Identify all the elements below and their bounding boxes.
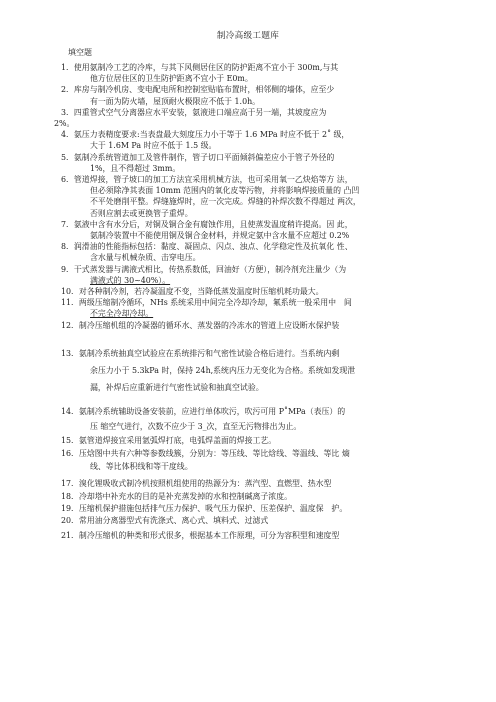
- question-line: 有一面为防火墙，屋顶耐火极限应不低于 1.0h。: [90, 96, 261, 106]
- question-item: [61, 404, 433, 434]
- question-item: [61, 345, 433, 396]
- question-item: [61, 491, 433, 503]
- question-line: 9．干式蒸发器与满液式相比，传热系数低，回油好（方便），制冷剂充注量少（为: [61, 264, 347, 274]
- question-line: 余压力小于 5.3kPa 时，保持 24h,系统内压力无变化为合格。系统如发现泄: [90, 365, 356, 375]
- question-line: 压 缩空气进行，次数不应少于 3_次，直至无污物排出为止。: [90, 421, 302, 431]
- question-line: 否则应割去或更换管子重焊。: [90, 208, 193, 218]
- question-item: [61, 84, 433, 106]
- question-item: [61, 503, 433, 515]
- question-line: 含水量与机械杂质、击穿电压。: [90, 253, 201, 263]
- question-item: [61, 174, 433, 219]
- question-line: 他方位居住区的卫生防护距离不宜小于 E0m。: [90, 74, 253, 84]
- question-item: [61, 529, 433, 543]
- question-item: [61, 297, 433, 319]
- section-heading: 填空题: [68, 48, 92, 57]
- question-line: 15．氨管道焊接宜采用氩弧焊打底，电弧焊盖面的焊接工艺。: [61, 435, 277, 445]
- question-line: 不平处磨削平整。焊缝施焊时，应一次完成。焊缝的补焊次数不得超过 两次，: [90, 197, 361, 207]
- document-title: 制冷高级工题库: [216, 31, 280, 41]
- question-line: 13．氨制冷系统抽真空试验应在系统排污和气密性试验合格后进行。当系统内剩: [61, 348, 340, 358]
- question-line: 2%。: [54, 119, 75, 129]
- question-item: [61, 152, 433, 174]
- question-line: 6．管道焊接，管子坡口的加工方法宜采用机械方法，也可采用氧一乙炔焰等方 法，: [61, 175, 353, 185]
- question-line: 但必须除净其表面 10mm 范围内的氧化皮等污物，并将影响焊接质量的 凸凹: [90, 186, 360, 196]
- question-line: 1．使用氨制冷工艺的冷库，与其下风侧居住区的防护距离不宜小于 300m,与其: [61, 63, 339, 72]
- question-item: [61, 241, 433, 263]
- question-line: 不完全冷却冷却。: [90, 309, 154, 319]
- question-item: [61, 129, 433, 151]
- question-line: 21．制冷压缩机的种类和形式很多，根据基本工作原理，可分为容积型和速度型: [61, 530, 340, 540]
- question-line: 14．氨制冷系统辅助设备安装前，应进行单体吹污，吹污可用 P˚MPa（表压）的: [61, 406, 346, 416]
- question-item: [61, 219, 433, 241]
- question-line: 20．常用油分离器型式有洗涤式、离心式、填料式、过滤式: [61, 515, 269, 525]
- question-line: 3．四重管式空气分离器应水平安装，氨液进口端应高于另一端，其坡度应为: [61, 107, 327, 117]
- question-item: [61, 320, 433, 331]
- question-item: [61, 434, 433, 447]
- question-item: [54, 107, 433, 129]
- question-line: 1%，且不得超过 3mm。: [90, 163, 181, 173]
- question-line: 5．氨制冷系统管道加工及管件制作，管子切口平面倾斜偏差应小于管子外径的: [61, 152, 335, 162]
- question-line: 2．库房与制冷机房、变电配电所和控制室贴临布置时，相邻侧的墙体，应至少: [61, 85, 335, 95]
- question-item: [61, 515, 433, 527]
- question-line: 18．冷却塔中补充水的目的是补充蒸发掉的水和控制碱离子浓度。: [61, 491, 292, 501]
- question-list: [54, 62, 433, 543]
- question-item: [61, 447, 433, 473]
- question-line: 线、等比体积线和等干度线。: [90, 461, 193, 471]
- question-line: 19．压缩机保护措施包括排气压力保护、吸气压力保护、压差保护、温度保 护。: [61, 503, 348, 513]
- question-line: 11．两级压缩制冷循环，NHs 系统采用中间完全冷却冷却，氟系统一般采用中 间: [61, 298, 352, 308]
- question-line: 4．氨压力表精度要求:当表盘最大刻度压力小于等于 1.6 MPa 时应不低于 2˚ 级，: [61, 130, 350, 140]
- question-line: 7．氨液中含有水分后，对铜及铜合金有腐蚀作用，且使蒸发温度稍许提高。因 此，: [61, 219, 353, 229]
- question-line: 氨制冷装置中不能使用铜及铜合金材料，并规定氨中含水量不应超过 0.2%: [90, 231, 350, 241]
- question-item: [61, 264, 433, 286]
- question-line: 17．溴化锂吸收式制冷机按照机组使用的热源分为：蒸汽型、直燃型、热水型: [61, 478, 332, 488]
- question-item: [61, 286, 433, 297]
- question-item: [61, 476, 433, 491]
- question-line: 8．润滑油的性能指标包括：黏度、凝固点、闪点、浊点、化学稳定性及抗氧化 性、: [61, 242, 353, 252]
- question-line: 漏，补焊后应重新进行气密性试验和抽真空试验。: [90, 382, 264, 392]
- question-item: [61, 62, 433, 84]
- question-line: 满液式的 30~40%）。: [90, 275, 171, 285]
- question-line: 10．对各种制冷剂，若冷凝温度不变，当降低蒸发温度时压缩机耗功最大。: [61, 287, 324, 297]
- question-line: 12．制冷压缩机组的冷凝器的循环水、蒸发器的冷冻水的管道上应设断水保护装: [61, 320, 340, 330]
- question-line: 大于 1.6M Pa 时应不低于 1.5 级。: [90, 141, 217, 151]
- question-line: 16．压焓图中共有六种等参数线簇，分别为：等压线、等比焓线、等温线、等比 熵: [61, 448, 350, 458]
